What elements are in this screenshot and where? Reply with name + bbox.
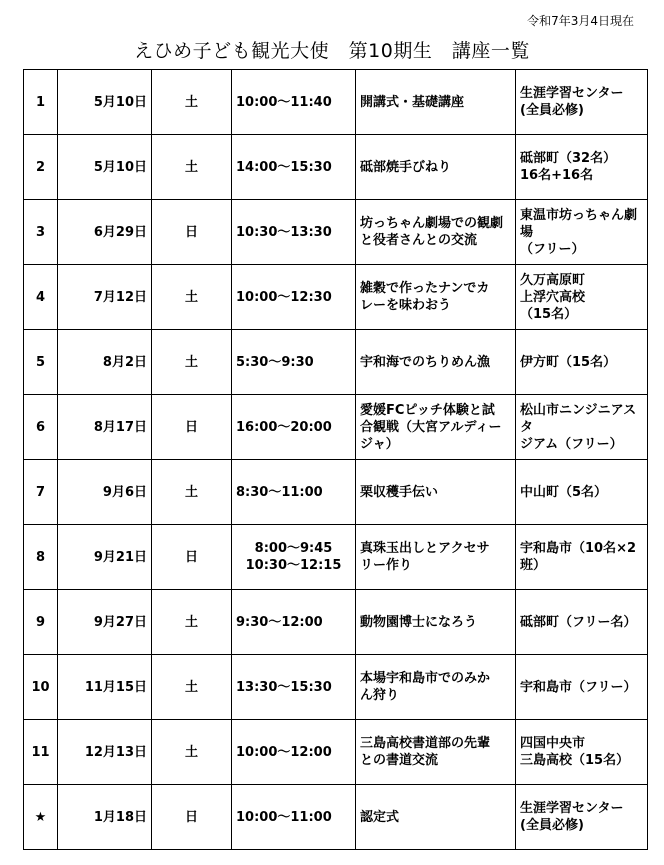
- session-time: [232, 265, 356, 330]
- session-topic-line: との書道交流: [360, 753, 439, 768]
- session-time-line: 10:30～13:30: [236, 224, 332, 240]
- session-topic-line: レーを味わおう: [360, 298, 452, 313]
- session-place-line: ジアム（フリー）: [520, 436, 623, 452]
- session-date: 1月18日: [58, 785, 152, 850]
- session-date: 5月10日: [58, 70, 152, 135]
- table-row: [24, 135, 648, 200]
- table-row: [24, 525, 648, 590]
- session-place: [516, 200, 648, 265]
- session-number: 5: [24, 330, 58, 395]
- session-place: [516, 785, 648, 850]
- session-time-line: 14:00～15:30: [236, 159, 332, 175]
- session-place-line: 生涯学習センター: [520, 801, 624, 816]
- session-weekday: 土: [152, 70, 232, 135]
- table-row: [24, 200, 648, 265]
- session-place-line: （フリー）: [520, 241, 585, 257]
- session-time-line: 10:00～11:00: [236, 809, 332, 825]
- session-time: [232, 720, 356, 785]
- session-time-line: 9:30～12:00: [236, 614, 323, 630]
- session-time-line: 10:30～12:15: [245, 558, 342, 573]
- session-weekday: 日: [152, 525, 232, 590]
- session-topic-line: 本場宇和島市でのみか: [360, 671, 491, 686]
- session-time: [232, 525, 356, 590]
- table-row: [24, 395, 648, 460]
- session-topic: [356, 590, 516, 655]
- session-place-line: 宇和島市（フリー）: [520, 679, 637, 695]
- session-topic-line: 坊っちゃん劇場での観劇: [360, 216, 504, 231]
- session-weekday: 土: [152, 330, 232, 395]
- session-weekday: 土: [152, 590, 232, 655]
- session-weekday: 土: [152, 460, 232, 525]
- session-place: [516, 525, 648, 590]
- table-row: [24, 590, 648, 655]
- session-place-line: 中山町（5名）: [520, 484, 608, 500]
- session-time-line: 13:30～15:30: [236, 679, 332, 695]
- table-row: [24, 655, 648, 720]
- session-date: 12月13日: [58, 720, 152, 785]
- table-row: [24, 460, 648, 525]
- session-place: [516, 460, 648, 525]
- session-time: [232, 200, 356, 265]
- session-place-line: (全員必修): [520, 818, 584, 833]
- session-number: 2: [24, 135, 58, 200]
- session-topic-line: 砥部焼手びねり: [360, 159, 452, 175]
- session-number: 4: [24, 265, 58, 330]
- session-time: [232, 460, 356, 525]
- session-date: 7月12日: [58, 265, 152, 330]
- session-topic-line: 開講式・基礎講座: [360, 94, 465, 110]
- session-topic-line: ジャ）: [360, 436, 399, 452]
- session-weekday: 日: [152, 200, 232, 265]
- session-topic-line: リー作り: [360, 558, 413, 573]
- session-topic-line: 三島高校書道部の先輩: [360, 736, 491, 751]
- session-time: [232, 590, 356, 655]
- session-place: [516, 655, 648, 720]
- table-row: [24, 265, 648, 330]
- session-place: [516, 330, 648, 395]
- session-time-line: 8:00～9:45: [254, 541, 333, 556]
- session-place-line: 久万高原町: [520, 272, 586, 288]
- session-number: 8: [24, 525, 58, 590]
- session-date: 9月21日: [58, 525, 152, 590]
- session-place-line: 16名+16名: [520, 168, 594, 183]
- session-place: [516, 70, 648, 135]
- session-date: 11月15日: [58, 655, 152, 720]
- session-time: [232, 655, 356, 720]
- session-topic-line: 雑穀で作ったナンでカ: [360, 281, 490, 296]
- session-topic: [356, 135, 516, 200]
- session-time-line: 10:00～11:40: [236, 94, 332, 110]
- session-place-line: 砥部町（32名）: [520, 151, 617, 166]
- session-weekday: 土: [152, 655, 232, 720]
- session-time-line: 10:00～12:00: [236, 744, 332, 760]
- session-place-line: 宇和島市（10名×2: [520, 541, 637, 556]
- session-place-line: 四国中央市: [520, 736, 586, 751]
- session-place: [516, 590, 648, 655]
- session-weekday: 土: [152, 265, 232, 330]
- session-place: [516, 265, 648, 330]
- session-date: 5月10日: [58, 135, 152, 200]
- session-topic: [356, 720, 516, 785]
- session-topic-line: と役者さんとの交流: [360, 233, 478, 248]
- session-place-line: 松山市ニンジニアスタ: [520, 402, 637, 435]
- session-time-line: 10:00～12:30: [236, 289, 332, 305]
- session-number: 6: [24, 395, 58, 460]
- session-topic-line: 合観戦（大宮アルディー: [360, 419, 502, 435]
- session-topic: [356, 70, 516, 135]
- session-place-line: 東温市坊っちゃん劇場: [520, 207, 638, 240]
- session-weekday: 土: [152, 720, 232, 785]
- session-topic: [356, 655, 516, 720]
- session-topic: [356, 460, 516, 525]
- session-time-line: 5:30～9:30: [236, 354, 314, 370]
- session-number: 11: [24, 720, 58, 785]
- session-time: [232, 395, 356, 460]
- session-topic: [356, 265, 516, 330]
- session-place-line: 生涯学習センター: [520, 86, 624, 101]
- session-place-line: 班）: [520, 558, 547, 573]
- table-row: [24, 70, 648, 135]
- session-number: 9: [24, 590, 58, 655]
- session-weekday: 日: [152, 785, 232, 850]
- session-number: 7: [24, 460, 58, 525]
- schedule-body: [24, 70, 648, 850]
- session-date: 6月29日: [58, 200, 152, 265]
- session-time: [232, 785, 356, 850]
- session-topic: [356, 330, 516, 395]
- session-time: [232, 135, 356, 200]
- session-time-line: 16:00～20:00: [236, 419, 332, 435]
- session-number: 10: [24, 655, 58, 720]
- session-place: [516, 395, 648, 460]
- session-topic-line: 動物園博士になろう: [360, 614, 478, 630]
- session-number: ★: [24, 785, 58, 850]
- schedule-table: [23, 69, 648, 850]
- session-time: [232, 70, 356, 135]
- session-date: 9月27日: [58, 590, 152, 655]
- session-date: 8月17日: [58, 395, 152, 460]
- session-number: 3: [24, 200, 58, 265]
- session-place-line: 伊方町（15名）: [520, 354, 617, 370]
- session-topic: [356, 525, 516, 590]
- table-row: [24, 720, 648, 785]
- session-topic: [356, 395, 516, 460]
- session-topic-line: 真珠玉出しとアクセサ: [360, 541, 490, 556]
- session-date: 8月2日: [58, 330, 152, 395]
- session-number: 1: [24, 70, 58, 135]
- session-topic-line: 認定式: [360, 809, 400, 825]
- session-topic-line: 宇和海でのちりめん漁: [360, 354, 491, 370]
- as-of-date: 令和7年3月4日現在: [527, 14, 634, 28]
- session-place: [516, 135, 648, 200]
- session-place-line: 砥部町（フリー名）: [520, 614, 637, 630]
- session-place-line: 三島高校（15名）: [520, 753, 630, 768]
- session-topic-line: 栗収穫手伝い: [360, 484, 439, 500]
- session-topic-line: 愛媛FCピッチ体験と試: [360, 402, 495, 418]
- session-time: [232, 330, 356, 395]
- table-row: [24, 785, 648, 850]
- session-weekday: 土: [152, 135, 232, 200]
- session-topic-line: ん狩り: [360, 688, 400, 703]
- session-weekday: 日: [152, 395, 232, 460]
- session-topic: [356, 200, 516, 265]
- session-date: 9月6日: [58, 460, 152, 525]
- table-row: [24, 330, 648, 395]
- session-place: [516, 720, 648, 785]
- session-place-line: 上浮穴高校: [520, 289, 586, 305]
- session-place-line: (全員必修): [520, 103, 584, 118]
- session-topic: [356, 785, 516, 850]
- session-place-line: （15名）: [520, 306, 578, 322]
- session-time-line: 8:30～11:00: [236, 484, 323, 500]
- page-title: えひめ子ども観光大使 第10期生 講座一覧: [134, 40, 530, 62]
